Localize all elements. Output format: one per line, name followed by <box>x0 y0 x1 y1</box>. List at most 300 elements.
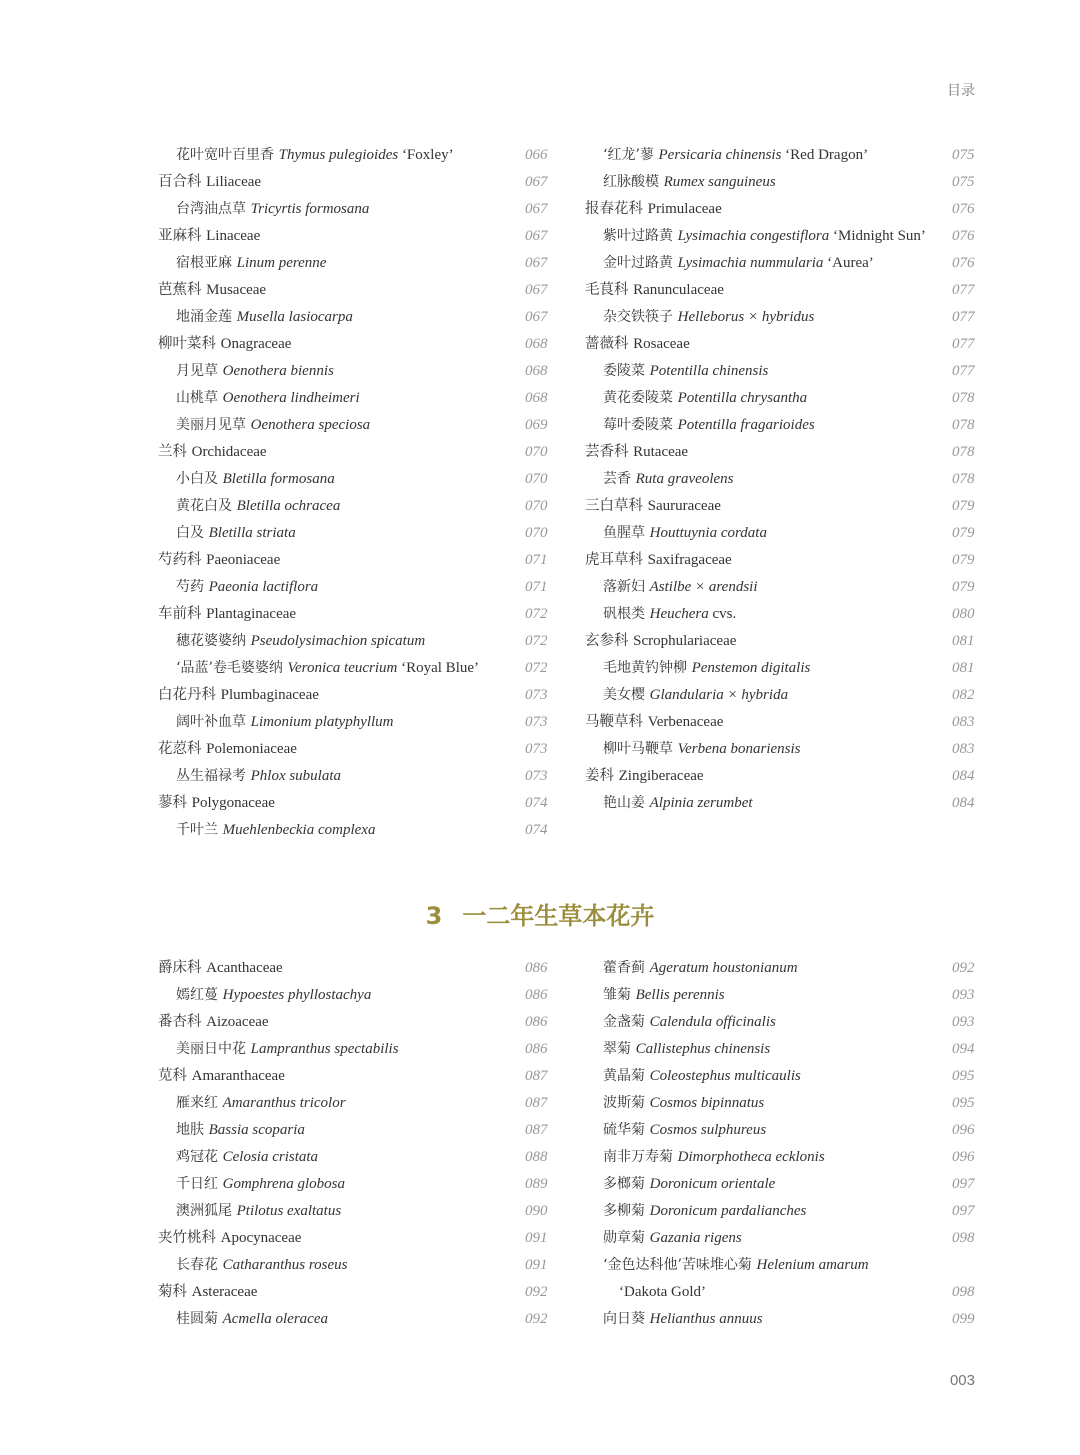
chinese-name: 黄花委陵菜 <box>603 390 673 406</box>
entry-page-number: 096 <box>952 1122 975 1138</box>
latin-name: ‘Royal Blue’ <box>397 660 480 676</box>
chinese-name: 毛地黄钓钟柳 <box>603 660 687 676</box>
species-entry <box>585 171 776 193</box>
latin-name: Polemoniaceae <box>206 741 297 757</box>
species-entry <box>585 1308 763 1330</box>
species-entry <box>585 414 815 436</box>
latin-name: Cosmos sulphureus <box>649 1122 767 1138</box>
chinese-name: 月见草 <box>176 363 218 379</box>
latin-name: Acmella oleracea <box>222 1311 328 1327</box>
species-entry <box>585 144 868 166</box>
latin-name: Saururaceae <box>647 498 721 514</box>
latin-name: cvs. <box>708 606 737 622</box>
entry-page-number: 077 <box>952 363 975 379</box>
family-entry <box>158 279 266 301</box>
entry-page-number: 074 <box>525 822 548 838</box>
latin-name: Alpinia zerumbet <box>649 795 753 811</box>
latin-name: Heuchera <box>649 606 709 622</box>
species-entry <box>585 1065 801 1087</box>
family-entry <box>158 957 283 979</box>
species-entry <box>158 387 360 409</box>
chinese-name: 百合科 <box>158 174 202 190</box>
species-entry <box>158 1254 348 1276</box>
entry-page-number: 078 <box>952 471 975 487</box>
latin-name: Oenothera lindheimeri <box>222 390 360 406</box>
species-entry <box>158 576 318 598</box>
entry-page-number: 093 <box>952 1014 975 1030</box>
species-entry <box>158 630 425 652</box>
chinese-name: 杂交铁筷子 <box>603 309 673 325</box>
latin-name: Lampranthus spectabilis <box>250 1041 399 1057</box>
family-entry <box>158 738 297 760</box>
latin-name: Ageratum houstonianum <box>649 960 798 976</box>
chinese-name: 宿根亚麻 <box>176 255 232 271</box>
entry-page-number: 089 <box>525 1176 548 1192</box>
family-entry <box>158 1227 301 1249</box>
species-entry <box>585 1227 742 1249</box>
latin-name: Ruta graveolens <box>635 471 734 487</box>
chinese-name: 芸香科 <box>585 444 629 460</box>
family-entry <box>585 765 704 787</box>
species-entry <box>585 1146 825 1168</box>
latin-name: Zingiberaceae <box>618 768 704 784</box>
entry-page-number: 073 <box>525 687 548 703</box>
entry-page-number: 077 <box>952 336 975 352</box>
entry-page-number: 081 <box>952 633 975 649</box>
entry-page-number: 073 <box>525 741 548 757</box>
entry-page-number: 068 <box>525 363 548 379</box>
latin-name: Pseudolysimachion spicatum <box>250 633 426 649</box>
entry-page-number: 069 <box>525 417 548 433</box>
chinese-name: 雁来红 <box>176 1095 218 1111</box>
entry-page-number: 096 <box>952 1149 975 1165</box>
latin-name: Thymus pulegioides <box>278 147 399 163</box>
entry-page-number: 095 <box>952 1095 975 1111</box>
chinese-name: 翠菊 <box>603 1041 631 1057</box>
species-entry <box>585 984 725 1006</box>
entry-page-number: 074 <box>525 795 548 811</box>
species-entry <box>158 414 370 436</box>
chinese-name: 美丽日中花 <box>176 1041 246 1057</box>
family-entry <box>585 333 690 355</box>
chinese-name: 芍药 <box>176 579 204 595</box>
entry-page-number: 090 <box>525 1203 548 1219</box>
latin-name: Catharanthus roseus <box>222 1257 348 1273</box>
species-entry <box>585 252 874 274</box>
family-entry <box>585 630 736 652</box>
entry-page-number: 066 <box>525 147 548 163</box>
entry-page-number: 075 <box>952 147 975 163</box>
latin-name: Bletilla ochracea <box>236 498 341 514</box>
entry-page-number: 070 <box>525 525 548 541</box>
toc-column-bottom-right <box>585 957 985 1337</box>
chinese-name: 多榔菊 <box>603 1176 645 1192</box>
chinese-name: 金盏菊 <box>603 1014 645 1030</box>
latin-name: Paeoniaceae <box>206 552 281 568</box>
entry-page-number: 067 <box>525 282 548 298</box>
entry-page-number: 088 <box>525 1149 548 1165</box>
entry-page-number: 070 <box>525 498 548 514</box>
entry-page-number: 079 <box>952 498 975 514</box>
latin-name: Limonium platyphyllum <box>250 714 394 730</box>
latin-name: Dimorphotheca ecklonis <box>677 1149 825 1165</box>
chinese-name: 蔷薇科 <box>585 336 629 352</box>
chinese-name: 穗花婆婆纳 <box>176 633 246 649</box>
entry-page-number: 067 <box>525 255 548 271</box>
section-title: 一二年生草本花卉 <box>462 902 655 930</box>
chinese-name: 玄参科 <box>585 633 629 649</box>
latin-name: Gomphrena globosa <box>222 1176 345 1192</box>
latin-name: Linaceae <box>206 228 261 244</box>
latin-name: Glandularia × hybrida <box>649 687 789 703</box>
entry-page-number: 099 <box>952 1311 975 1327</box>
latin-name: Bletilla striata <box>208 525 296 541</box>
chinese-name: 红脉酸模 <box>603 174 659 190</box>
species-entry <box>158 1308 328 1330</box>
latin-name: ‘Dakota Gold’ <box>619 1284 707 1300</box>
entry-page-number: 070 <box>525 471 548 487</box>
species-entry <box>158 522 296 544</box>
entry-page-number: 076 <box>952 255 975 271</box>
latin-name: Cosmos bipinnatus <box>649 1095 765 1111</box>
page-number: 003 <box>949 1372 975 1389</box>
chinese-name: 鱼腥草 <box>603 525 645 541</box>
latin-name: ‘Red Dragon’ <box>781 147 869 163</box>
chinese-name: 嫣红蔓 <box>176 987 218 1003</box>
latin-name: Apocynaceae <box>220 1230 302 1246</box>
toc-column-bottom-left <box>158 957 558 1337</box>
latin-name: Veronica teucrium <box>287 660 398 676</box>
species-entry <box>158 1200 341 1222</box>
chinese-name: 桂圆菊 <box>176 1311 218 1327</box>
entry-page-number: 077 <box>952 282 975 298</box>
section-number: 3 <box>425 902 443 930</box>
latin-name: Penstemon digitalis <box>691 660 811 676</box>
latin-name: Plumbaginaceae <box>220 687 319 703</box>
latin-name: Rumex sanguineus <box>663 174 776 190</box>
entry-page-number: 084 <box>952 795 975 811</box>
species-entry <box>585 306 814 328</box>
family-entry <box>158 171 261 193</box>
chinese-name: 蓼科 <box>158 795 187 811</box>
chinese-name: 落新妇 <box>603 579 645 595</box>
species-entry <box>585 792 753 814</box>
entry-page-number: 094 <box>952 1041 975 1057</box>
family-entry <box>585 495 721 517</box>
entry-page-number: 080 <box>952 606 975 622</box>
chinese-name: ‘品蓝’卷毛婆婆纳 <box>176 660 283 676</box>
entry-page-number: 079 <box>952 525 975 541</box>
latin-name: Celosia cristata <box>222 1149 319 1165</box>
family-entry <box>158 792 275 814</box>
family-entry <box>585 441 688 463</box>
entry-page-number: 097 <box>952 1203 975 1219</box>
chinese-name: 毛茛科 <box>585 282 629 298</box>
latin-name: Bellis perennis <box>635 987 725 1003</box>
latin-name: Verbena bonariensis <box>677 741 801 757</box>
entry-page-number: 071 <box>525 579 548 595</box>
chinese-name: 柳叶菜科 <box>158 336 216 352</box>
chinese-name: 车前科 <box>158 606 202 622</box>
latin-name: Rosaceae <box>633 336 690 352</box>
species-entry <box>585 1254 869 1276</box>
entry-page-number: 095 <box>952 1068 975 1084</box>
entry-page-number: 091 <box>525 1257 548 1273</box>
species-entry <box>585 684 788 706</box>
latin-name: Potentilla chinensis <box>649 363 769 379</box>
chinese-name: 兰科 <box>158 444 187 460</box>
entry-page-number: 078 <box>952 444 975 460</box>
entry-page-number: 068 <box>525 390 548 406</box>
chinese-name: 姜科 <box>585 768 614 784</box>
chinese-name: 南非万寿菊 <box>603 1149 673 1165</box>
latin-name: Rutaceae <box>633 444 689 460</box>
chinese-name: 波斯菊 <box>603 1095 645 1111</box>
latin-name: Musaceae <box>206 282 267 298</box>
chinese-name: 黄花白及 <box>176 498 232 514</box>
chinese-name: 紫叶过路黄 <box>603 228 673 244</box>
chinese-name: 莓叶委陵菜 <box>603 417 673 433</box>
chinese-name: 黄晶菊 <box>603 1068 645 1084</box>
species-entry <box>585 603 736 625</box>
species-entry <box>585 657 810 679</box>
family-entry <box>158 333 291 355</box>
family-entry <box>158 1281 257 1303</box>
entry-page-number: 078 <box>952 417 975 433</box>
chinese-name: 鸡冠花 <box>176 1149 218 1165</box>
latin-name: Plantaginaceae <box>206 606 297 622</box>
toc-column-top-left <box>158 144 558 844</box>
species-entry <box>585 1200 806 1222</box>
chinese-name: 三白草科 <box>585 498 643 514</box>
latin-name: Saxifragaceae <box>647 552 732 568</box>
entry-page-number: 079 <box>952 552 975 568</box>
entry-page-number: 067 <box>525 201 548 217</box>
latin-name: Oenothera biennis <box>222 363 334 379</box>
chinese-name: 亚麻科 <box>158 228 202 244</box>
chinese-name: 爵床科 <box>158 960 202 976</box>
chinese-name: 千叶兰 <box>176 822 218 838</box>
species-entry <box>585 1281 706 1303</box>
species-entry <box>585 225 926 247</box>
species-entry <box>158 144 454 166</box>
entry-page-number: 075 <box>952 174 975 190</box>
entry-page-number: 083 <box>952 741 975 757</box>
family-entry <box>158 1065 285 1087</box>
header-title: 目录 <box>947 83 975 99</box>
chinese-name: 美丽月见草 <box>176 417 246 433</box>
entry-page-number: 098 <box>952 1284 975 1300</box>
species-entry <box>158 495 340 517</box>
chinese-name: ‘红龙’蓼 <box>603 147 654 163</box>
latin-name: Doronicum orientale <box>649 1176 776 1192</box>
entry-page-number: 084 <box>952 768 975 784</box>
entry-page-number: 097 <box>952 1176 975 1192</box>
species-entry <box>585 522 767 544</box>
latin-name: ‘Aurea’ <box>823 255 874 271</box>
chinese-name: 矾根类 <box>603 606 645 622</box>
latin-name: Verbenaceae <box>647 714 724 730</box>
chinese-name: 阔叶补血草 <box>176 714 246 730</box>
latin-name: Amaranthaceae <box>191 1068 285 1084</box>
entry-page-number: 076 <box>952 228 975 244</box>
family-entry <box>158 1011 269 1033</box>
latin-name: Houttuynia cordata <box>649 525 767 541</box>
chinese-name: 千日红 <box>176 1176 218 1192</box>
species-entry <box>585 1119 766 1141</box>
chinese-name: 虎耳草科 <box>585 552 643 568</box>
chinese-name: 藿香蓟 <box>603 960 645 976</box>
chinese-name: 芭蕉科 <box>158 282 202 298</box>
latin-name: ‘Midnight Sun’ <box>829 228 926 244</box>
latin-name: Phlox subulata <box>250 768 342 784</box>
species-entry <box>585 738 801 760</box>
chinese-name: 白花丹科 <box>158 687 216 703</box>
latin-name: Orchidaceae <box>191 444 267 460</box>
species-entry <box>585 387 807 409</box>
family-entry <box>158 225 260 247</box>
species-entry <box>585 576 758 598</box>
latin-name: Paeonia lactiflora <box>208 579 319 595</box>
chinese-name: 花叶宽叶百里香 <box>176 147 274 163</box>
latin-name: Helianthus annuus <box>649 1311 763 1327</box>
latin-name: Asteraceae <box>191 1284 258 1300</box>
chinese-name: 丛生福禄考 <box>176 768 246 784</box>
chinese-name: 委陵菜 <box>603 363 645 379</box>
entry-page-number: 086 <box>525 1014 548 1030</box>
entry-page-number: 093 <box>952 987 975 1003</box>
latin-name: Potentilla chrysantha <box>677 390 808 406</box>
entry-page-number: 068 <box>525 336 548 352</box>
latin-name: Doronicum pardalianches <box>649 1203 807 1219</box>
entry-page-number: 083 <box>952 714 975 730</box>
family-entry <box>158 549 280 571</box>
chinese-name: 多柳菊 <box>603 1203 645 1219</box>
chinese-name: 苋科 <box>158 1068 187 1084</box>
species-entry <box>158 468 335 490</box>
latin-name: Musella lasiocarpa <box>236 309 353 325</box>
species-entry <box>158 657 479 679</box>
species-entry <box>158 711 394 733</box>
entry-page-number: 067 <box>525 174 548 190</box>
entry-page-number: 091 <box>525 1230 548 1246</box>
chinese-name: 番杏科 <box>158 1014 202 1030</box>
chinese-name: 芸香 <box>603 471 631 487</box>
entry-page-number: 067 <box>525 309 548 325</box>
entry-page-number: 087 <box>525 1095 548 1111</box>
family-entry <box>158 603 296 625</box>
latin-name: Muehlenbeckia complexa <box>222 822 376 838</box>
latin-name: Hypoestes phyllostachya <box>222 987 372 1003</box>
latin-name: Coleostephus multicaulis <box>649 1068 801 1084</box>
latin-name: Amaranthus tricolor <box>222 1095 346 1111</box>
entry-page-number: 086 <box>525 960 548 976</box>
chinese-name: 美女樱 <box>603 687 645 703</box>
entry-page-number: 087 <box>525 1122 548 1138</box>
family-entry <box>158 684 319 706</box>
entry-page-number: 073 <box>525 768 548 784</box>
family-entry <box>585 198 722 220</box>
entry-page-number: 082 <box>952 687 975 703</box>
chinese-name: 艳山姜 <box>603 795 645 811</box>
chinese-name: 报春花科 <box>585 201 643 217</box>
species-entry <box>585 1092 764 1114</box>
section-heading <box>0 896 1080 931</box>
chinese-name: ‘金色达科他’苦味堆心菊 <box>603 1257 752 1273</box>
toc-column-top-right <box>585 144 985 824</box>
entry-page-number: 073 <box>525 714 548 730</box>
species-entry <box>158 306 353 328</box>
latin-name: Liliaceae <box>206 174 262 190</box>
latin-name: ‘Foxley’ <box>398 147 454 163</box>
latin-name: Ptilotus exaltatus <box>236 1203 342 1219</box>
latin-name: Polygonaceae <box>191 795 275 811</box>
entry-page-number: 072 <box>525 633 548 649</box>
species-entry <box>585 360 768 382</box>
family-entry <box>158 441 267 463</box>
latin-name: Primulaceae <box>647 201 722 217</box>
chinese-name: 台湾油点草 <box>176 201 246 217</box>
latin-name: Bassia scoparia <box>208 1122 305 1138</box>
entry-page-number: 092 <box>525 1311 548 1327</box>
chinese-name: 菊科 <box>158 1284 187 1300</box>
latin-name: Lysimachia nummularia <box>677 255 824 271</box>
chinese-name: 金叶过路黄 <box>603 255 673 271</box>
chinese-name: 雏菊 <box>603 987 631 1003</box>
latin-name: Acanthaceae <box>206 960 283 976</box>
entry-page-number: 079 <box>952 579 975 595</box>
latin-name: Helleborus × hybridus <box>677 309 815 325</box>
species-entry <box>158 765 341 787</box>
chinese-name: 澳洲狐尾 <box>176 1203 232 1219</box>
chinese-name: 地肤 <box>176 1122 204 1138</box>
chinese-name: 柳叶马鞭草 <box>603 741 673 757</box>
entry-page-number: 071 <box>525 552 548 568</box>
species-entry <box>158 1146 318 1168</box>
entry-page-number: 086 <box>525 987 548 1003</box>
latin-name: Potentilla fragarioides <box>677 417 815 433</box>
entry-page-number: 076 <box>952 201 975 217</box>
entry-page-number: 098 <box>952 1230 975 1246</box>
chinese-name: 长春花 <box>176 1257 218 1273</box>
latin-name: Gazania rigens <box>649 1230 742 1246</box>
entry-page-number: 067 <box>525 228 548 244</box>
species-entry <box>158 1173 345 1195</box>
chinese-name: 硫华菊 <box>603 1122 645 1138</box>
chinese-name: 小白及 <box>176 471 218 487</box>
species-entry <box>585 1173 775 1195</box>
latin-name: Persicaria chinensis <box>658 147 782 163</box>
entry-page-number: 087 <box>525 1068 548 1084</box>
family-entry <box>585 711 723 733</box>
family-entry <box>585 279 724 301</box>
latin-name: Bletilla formosana <box>222 471 335 487</box>
latin-name: Onagraceae <box>220 336 292 352</box>
species-entry <box>158 819 375 841</box>
species-entry <box>158 360 334 382</box>
species-entry <box>158 1038 399 1060</box>
latin-name: Oenothera speciosa <box>250 417 371 433</box>
species-entry <box>158 252 326 274</box>
chinese-name: 花荵科 <box>158 741 202 757</box>
latin-name: Scrophulariaceae <box>633 633 737 649</box>
chinese-name: 夹竹桃科 <box>158 1230 216 1246</box>
latin-name: Ranunculaceae <box>633 282 724 298</box>
family-entry <box>585 549 732 571</box>
entry-page-number: 092 <box>525 1284 548 1300</box>
entry-page-number: 081 <box>952 660 975 676</box>
chinese-name: 芍药科 <box>158 552 202 568</box>
